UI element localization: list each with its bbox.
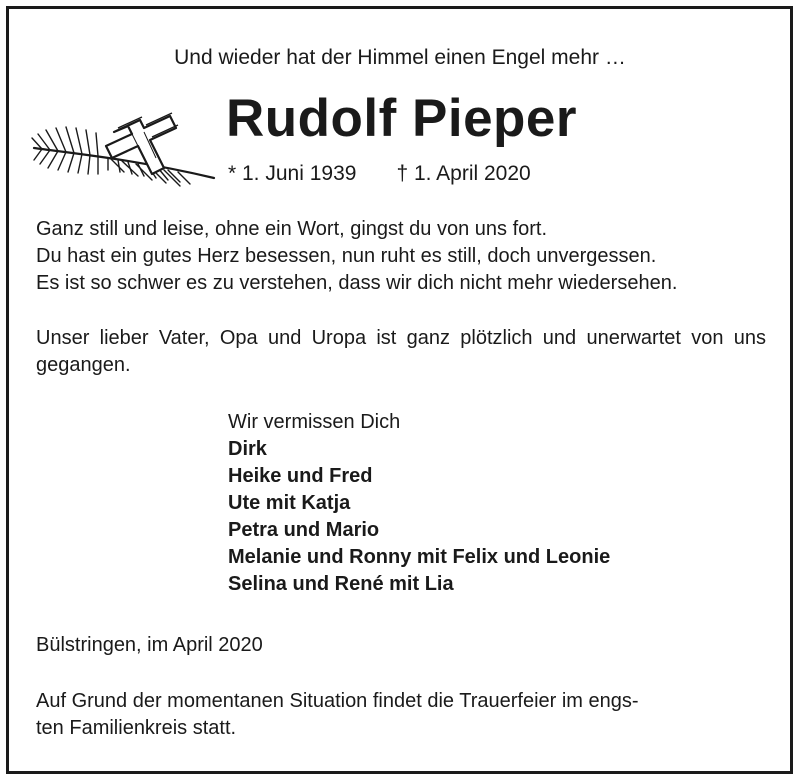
place-and-date: Bülstringen, im April 2020 (36, 634, 263, 656)
poem (36, 216, 677, 297)
tagline: Und wieder hat der Himmel einen Engel mehr … (174, 46, 626, 69)
cross-with-palm-branch-icon (28, 108, 218, 198)
mourner-name: Heike und Fred (228, 465, 373, 487)
mourner-name: Ute mit Katja (228, 492, 351, 514)
death-date: † 1. April 2020 (396, 162, 531, 185)
mourner-name: Selina und René mit Lia (228, 573, 454, 595)
poem-line: Es ist so schwer es zu verstehen, dass wir dich nicht mehr wiedersehen. (36, 272, 678, 294)
death-message: Unser lieber Vater, Opa und Uropa ist ganz plötzlich und unerwartet von uns gegangen. (36, 327, 766, 376)
funeral-notice (36, 688, 766, 742)
mourner-name: Dirk (228, 438, 267, 460)
mourners-list (228, 409, 610, 598)
notice-line: Auf Grund der momentanen Situation findet die Trauerfeier im engs- (36, 690, 639, 712)
poem-line: Du hast ein gutes Herz besessen, nun ruht es still, doch unvergessen. (36, 245, 657, 267)
birth-date: * 1. Juni 1939 (228, 162, 357, 185)
life-dates (228, 160, 531, 188)
mourners-intro: Wir vermissen Dich (228, 411, 401, 433)
deceased-name: Rudolf Pieper (226, 89, 578, 148)
notice-line: ten Familienkreis statt. (36, 717, 237, 739)
mourner-name: Melanie und Ronny mit Felix und Leonie (228, 546, 611, 568)
poem-line: Ganz still und leise, ohne ein Wort, gingst du von uns fort. (36, 218, 548, 240)
mourner-name: Petra und Mario (228, 519, 380, 541)
